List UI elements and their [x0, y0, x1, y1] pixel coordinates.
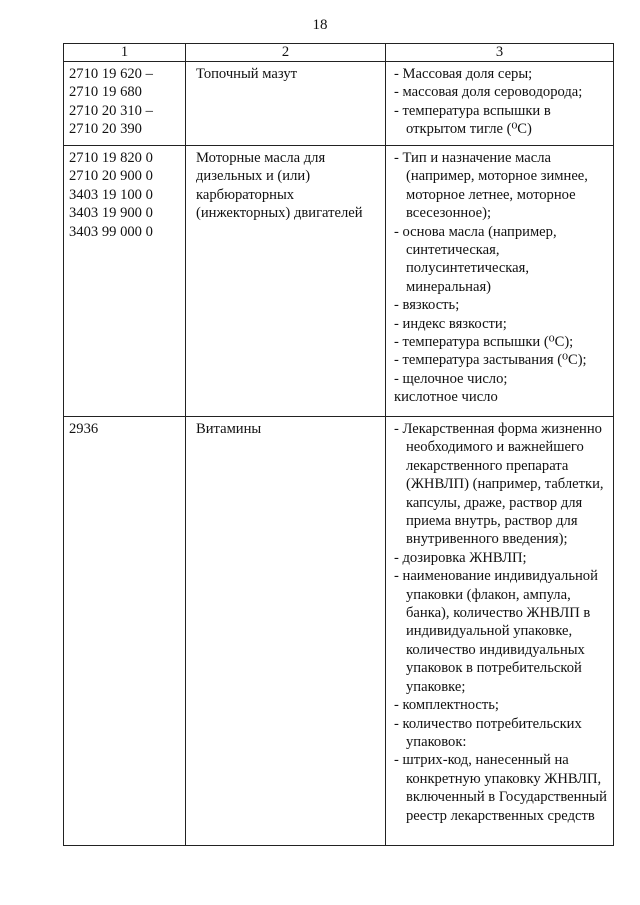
header-col-3: 3	[386, 44, 614, 62]
attribute-item: - температура вспышки (⁰С);	[394, 334, 574, 351]
table-header	[64, 44, 614, 62]
table-row	[64, 146, 614, 417]
page-number: 18	[312, 17, 328, 33]
codes-cell	[64, 146, 186, 417]
tnved-code: 2710 19 680	[69, 84, 142, 101]
attribute-item: - наименование индивидуальной упаковки (флакон, ампула, банка), количество ЖНВЛП в индивидуальной упаковке, количество индивидуальных упаковок в потребительской упаковке;	[394, 568, 598, 695]
product-name: Витамины	[186, 417, 386, 846]
header-col-1: 1	[64, 44, 186, 62]
attribute-item: - температура застывания (⁰С);	[394, 352, 587, 369]
attribute-item: - щелочное число;	[394, 370, 508, 387]
tnved-code: 2710 20 310 –	[69, 102, 153, 119]
header-row	[64, 44, 614, 62]
attribute-item: - основа масла (например, синтетическая, полусинтетическая, минеральная)	[394, 223, 557, 295]
attribute-item: - массовая доля сероводорода;	[394, 84, 583, 101]
goods-table	[63, 43, 614, 846]
tnved-code: 3403 19 100 0	[69, 186, 153, 203]
attributes-cell	[386, 417, 614, 846]
product-name: Топочный мазут	[186, 62, 386, 146]
tnved-code: 2710 20 900 0	[69, 168, 153, 185]
header-col-2: 2	[186, 44, 386, 62]
attribute-item: - комплектность;	[394, 697, 499, 714]
attribute-item: - вязкость;	[394, 297, 460, 314]
attribute-item: - Тип и назначение масла (например, моторное зимнее, моторное летнее, моторное всесезонное);	[394, 150, 588, 222]
attribute-item: - Массовая доля серы;	[394, 66, 533, 82]
codes-cell	[64, 417, 186, 846]
attribute-item: - Лекарственная форма жизненно необходимого и важнейшего лекарственного препарата (ЖНВЛП) (например, таблетки, капсулы, драже, раствор для приема внутрь, раствор для внутривенного введения);	[394, 421, 604, 548]
attribute-item: - температура вспышки в открытом тигле (⁰С)	[394, 102, 551, 138]
table-row	[64, 417, 614, 846]
product-name: Моторные масла для дизельных и (или) карбюраторных (инжекторных) двигателей	[186, 146, 386, 417]
attribute-item: - индекс вязкости;	[394, 315, 507, 332]
table-row	[64, 62, 614, 146]
codes-cell	[64, 62, 186, 146]
attributes-cell	[386, 146, 614, 417]
attribute-item: - количество потребительских упаковок:	[394, 715, 582, 750]
attribute-item: - дозировка ЖНВЛП;	[394, 549, 527, 566]
tnved-code: 2936	[69, 421, 99, 437]
attribute-item: - штрих-код, нанесенный на конкретную упаковку ЖНВЛП, включенный в Государственный реестр лекарственных средств	[394, 752, 607, 824]
tnved-code: 3403 99 000 0	[69, 223, 153, 240]
tnved-code: 3403 19 900 0	[69, 205, 153, 222]
tnved-code: 2710 19 620 –	[69, 66, 153, 82]
attribute-item: кислотное число	[394, 389, 498, 406]
attributes-cell	[386, 62, 614, 146]
tnved-code: 2710 20 390	[69, 121, 142, 138]
tnved-code: 2710 19 820 0	[69, 150, 153, 166]
